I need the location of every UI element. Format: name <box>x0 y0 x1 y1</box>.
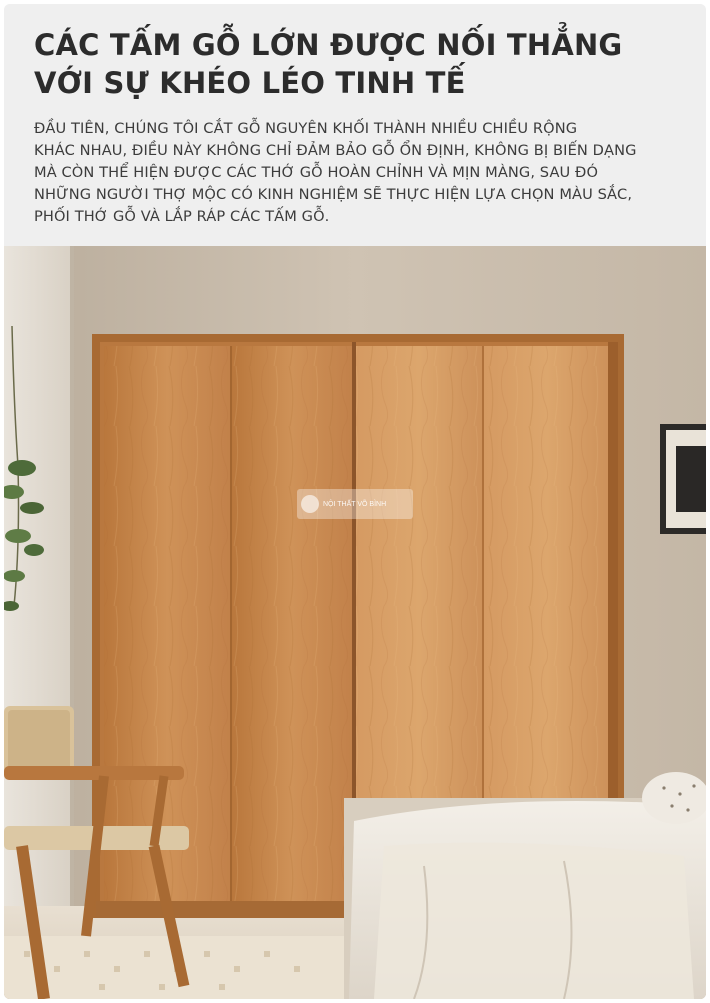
feature-header <box>4 4 706 244</box>
brand-watermark <box>297 489 413 519</box>
feature-description <box>34 118 684 228</box>
headline-line-1: CÁC TẤM GỖ LỚN ĐƯỢC NỐI THẲNG <box>34 28 623 62</box>
product-feature-card <box>4 4 706 999</box>
description-line-5: PHỐI THỚ GỖ VÀ LẮP RÁP CÁC TẤM GỖ. <box>34 208 330 225</box>
bed <box>344 772 706 999</box>
description-line-4: NHỮNG NGƯỜI THỢ MỘC CÓ KINH NGHIỆM SẼ THỰC HIỆN LỰA CHỌN MÀU SẮC, <box>34 186 633 203</box>
room-scene-illustration <box>4 246 706 999</box>
description-line-2: KHÁC NHAU, ĐIỀU NÀY KHÔNG CHỈ ĐẢM BẢO GỖ ỔN ĐỊNH, KHÔNG BỊ BIẾN DẠNG <box>34 142 637 159</box>
headline-line-2: VỚI SỰ KHÉO LÉO TINH TẾ <box>34 66 466 100</box>
wardrobe-room-photo <box>4 246 706 999</box>
leaf-logo-icon <box>301 495 319 513</box>
picture-frame <box>660 424 706 534</box>
description-line-3: MÀ CÒN THỂ HIỆN ĐƯỢC CÁC THỚ GỖ HOÀN CHỈNH VÀ MỊN MÀNG, SAU ĐÓ <box>34 164 599 181</box>
feature-headline <box>34 26 674 102</box>
watermark-text: NỘI THẤT VÕ BÌNH <box>323 500 387 508</box>
description-line-1: ĐẦU TIÊN, CHÚNG TÔI CẮT GỖ NGUYÊN KHỐI THÀNH NHIỀU CHIỀU RỘNG <box>34 120 578 137</box>
